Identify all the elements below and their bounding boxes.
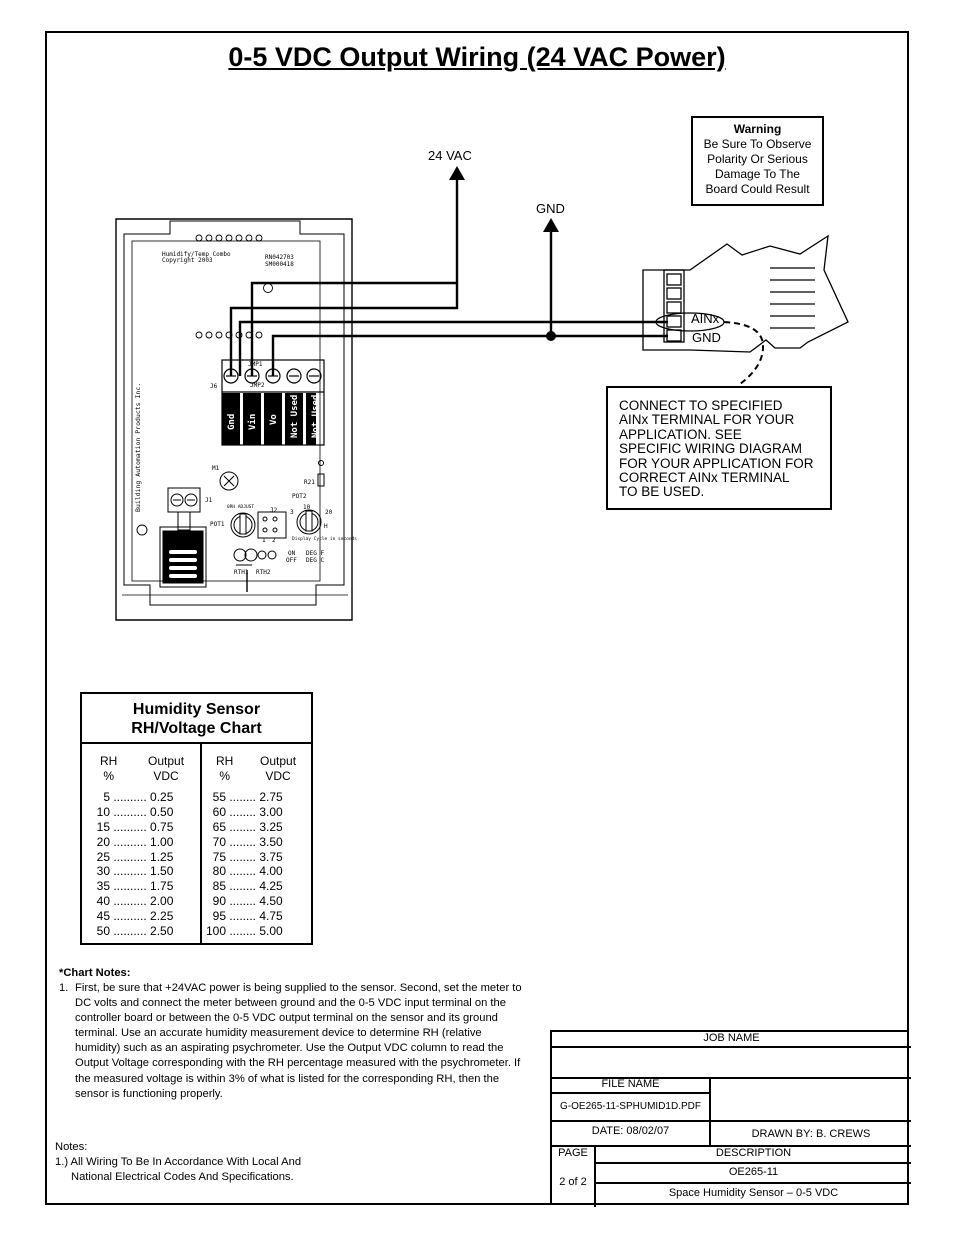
chart-row <box>86 835 196 850</box>
connect-line: CORRECT AINx TERMINAL <box>619 470 790 486</box>
vdc-value: 4.75 <box>259 909 283 924</box>
label-2: 2 <box>272 537 276 544</box>
leader-dots: ........ <box>226 834 260 849</box>
vdc-value: 3.50 <box>259 834 283 849</box>
chart-notes-number: 1. <box>59 982 69 994</box>
header-output-unit: VDC <box>153 769 179 783</box>
chart-row <box>206 879 312 894</box>
rh-value: 80 <box>212 864 226 879</box>
chart-column-right <box>206 754 312 939</box>
connect-line: TO BE USED. <box>619 484 705 500</box>
vdc-value: 0.75 <box>150 819 174 834</box>
vdc-value: 2.75 <box>259 790 283 804</box>
header-output: Output <box>260 754 297 768</box>
description-value: Space Humidity Sensor – 0-5 VDC <box>668 1187 839 1199</box>
leader-dots: ........ <box>226 804 260 819</box>
leader-dots: ........ <box>226 924 260 939</box>
label-rth2: RTH2 <box>256 569 271 576</box>
board-sm: SM000418 <box>265 261 294 268</box>
chart-title-line: Humidity Sensor <box>132 701 261 718</box>
leader-dots: .......... <box>110 864 151 879</box>
leader-dots: ........ <box>226 894 260 909</box>
label-deg-c: DEG C <box>306 557 325 564</box>
rh-value: 60 <box>212 804 226 819</box>
leader-dots: .......... <box>110 924 151 939</box>
chart-row <box>86 864 196 879</box>
warning-line: Polarity Or Serious <box>707 152 808 166</box>
notes-line: National Electrical Codes And Specifications. <box>71 1171 294 1183</box>
label-j6: J6 <box>210 383 218 390</box>
leader-dots: ........ <box>226 909 260 924</box>
label-on: ON <box>288 550 296 557</box>
vdc-value: 2.50 <box>150 924 174 939</box>
rh-value: 20 <box>96 834 110 849</box>
label-jmp2: JMP2 <box>250 382 265 389</box>
leader-dots: ........ <box>226 879 260 894</box>
rh-value: 90 <box>212 894 226 909</box>
warning-heading: Warning <box>733 122 782 136</box>
connect-line: SPECIFIC WIRING DIAGRAM <box>619 441 803 457</box>
rh-value: 85 <box>212 879 226 894</box>
rh-value: 10 <box>96 804 110 819</box>
vdc-value: 0.25 <box>150 790 174 804</box>
chart-row <box>86 850 196 865</box>
vdc-value: 1.50 <box>150 864 174 879</box>
arrow-gnd <box>543 218 559 232</box>
rh-value: 40 <box>96 894 110 909</box>
chart-row <box>206 805 312 820</box>
rh-value: 15 <box>96 819 110 834</box>
chart-row <box>206 909 312 924</box>
warning-line: Damage To The <box>715 167 800 181</box>
wires <box>231 180 668 376</box>
chart-row <box>86 820 196 835</box>
chart-row <box>86 894 196 909</box>
connect-note-box <box>606 386 832 510</box>
leader-dots: ........ <box>226 790 260 804</box>
terminal-vo: Vo <box>269 414 279 425</box>
chart-title-line: RH/Voltage Chart <box>131 720 262 737</box>
chart-divider <box>200 744 202 945</box>
vdc-value: 0.50 <box>150 804 174 819</box>
chart-row <box>206 864 312 879</box>
connect-line: APPLICATION. SEE <box>619 426 742 442</box>
description-code: OE265-11 <box>728 1166 779 1178</box>
connect-line: AINx TERMINAL FOR YOUR <box>619 412 795 428</box>
label-10: 10 <box>303 504 311 511</box>
vdc-value: 4.25 <box>259 879 283 894</box>
label-1: 1 <box>262 537 266 544</box>
chart-row <box>206 894 312 909</box>
page-title: 0-5 VDC Output Wiring (24 VAC Power) <box>228 42 726 72</box>
chart-column-left <box>86 754 196 939</box>
file-name-label: FILE NAME <box>601 1078 660 1090</box>
chart-row <box>86 924 196 939</box>
label-jmp1: JMP1 <box>248 361 263 368</box>
label-rth1: RTH1 <box>234 569 249 576</box>
chart-row <box>206 835 312 850</box>
header-rh-unit: % <box>219 769 230 783</box>
label-h: H <box>324 523 328 530</box>
rh-value: 100 <box>206 924 227 939</box>
label-m1: M1 <box>212 465 220 472</box>
vdc-value: 3.00 <box>259 804 283 819</box>
board-model: Humidify/Temp Combo <box>162 251 231 258</box>
rh-voltage-chart <box>80 692 313 945</box>
file-name-value: G-OE265-11-SPHUMID1D.PDF <box>560 1101 701 1112</box>
leader-dots: .......... <box>110 879 151 894</box>
header-output: Output <box>148 754 185 768</box>
leader-dots: .......... <box>110 834 151 849</box>
label-ainx: AINx <box>691 311 720 326</box>
terminal-not-used-1: Not Used <box>290 394 300 438</box>
vdc-value: 2.25 <box>150 909 174 924</box>
vdc-value: 5.00 <box>259 924 283 939</box>
label-j1: J1 <box>205 497 213 504</box>
rh-value: 25 <box>96 849 110 864</box>
chart-row <box>206 790 312 805</box>
vdc-value: 4.00 <box>259 864 283 879</box>
leader-dots: .......... <box>110 790 151 804</box>
vdc-value: 2.00 <box>150 894 174 909</box>
warning-line: Be Sure To Observe <box>703 137 812 151</box>
vdc-value: 3.75 <box>259 849 283 864</box>
terminal-gnd: Gnd <box>227 413 237 430</box>
rh-value: 75 <box>212 849 226 864</box>
rh-value: 5 <box>103 790 110 804</box>
label-pot2: POT2 <box>292 493 307 500</box>
page-value: 2 of 2 <box>559 1176 587 1188</box>
arrow-24vac <box>449 166 465 180</box>
label-j2: J2 <box>270 507 278 514</box>
terminal-vin: Vin <box>248 413 258 430</box>
leader-dots: ........ <box>226 849 260 864</box>
header-rh-unit: % <box>103 769 114 783</box>
rh-value: 55 <box>212 790 226 804</box>
connect-line: CONNECT TO SPECIFIED <box>619 398 783 413</box>
label-display-cycle: Display Cycle in seconds <box>292 537 358 542</box>
chart-notes-text: First, be sure that +24VAC power is being supplied to the sensor. Second, set the meter to DC volts and connect the meter between ground and the 0-5 VDC input terminal on the controller board or between the 0-5 VDC output terminal on the sensor and its ground terminal. Use an accurate humidity measurement device to determine RH (relative humidity) such as an aspirating psychrometer. Use the Output VDC column to read the Output Voltage corresponding with the RH percentage measured with the psychrometer. If the measured voltage is within 3% of what is listed for the corresponding RH, then the sensor is functioning properly. <box>75 982 522 1100</box>
warning-box <box>691 116 824 206</box>
description-label: DESCRIPTION <box>715 1147 792 1159</box>
label-20: 20 <box>325 509 333 516</box>
vdc-value: 1.25 <box>150 849 174 864</box>
title-block <box>550 1030 909 1205</box>
warning-line: Board Could Result <box>705 182 810 196</box>
notes-heading: Notes: <box>55 1141 88 1153</box>
rh-value: 95 <box>212 909 226 924</box>
terminal-not-used-2: Not Used <box>311 394 321 438</box>
label-gnd-top: GND <box>536 201 565 216</box>
notes-line: 1.) All Wiring To Be In Accordance With Local And <box>55 1156 302 1168</box>
label-gnd-terminal: GND <box>692 330 721 345</box>
leader-dots: .......... <box>110 804 151 819</box>
chart-row <box>86 879 196 894</box>
vdc-value: 4.50 <box>259 894 283 909</box>
label-r21: R21 <box>304 479 315 486</box>
header-rh: RH <box>216 754 234 768</box>
vdc-value: 1.75 <box>150 879 174 894</box>
connect-line: FOR YOUR APPLICATION FOR <box>619 455 814 471</box>
job-name-label: JOB NAME <box>703 1032 760 1044</box>
header-output-unit: VDC <box>265 769 291 783</box>
leader-dots: .......... <box>110 909 151 924</box>
rh-value: 50 <box>96 924 110 939</box>
gnd-junction <box>546 331 556 341</box>
controller-board <box>643 236 848 384</box>
label-off: OFF <box>286 557 297 564</box>
chart-title <box>82 694 311 744</box>
rh-value: 30 <box>96 864 110 879</box>
leader-dots: ........ <box>226 819 260 834</box>
board-rn: RN042703 <box>265 254 294 261</box>
leader-dots: .......... <box>110 819 151 834</box>
rh-value: 45 <box>96 909 110 924</box>
leader-dots: ........ <box>226 864 260 879</box>
label-deg-f: DEG F <box>306 550 325 557</box>
board-maker: Building Automation Products Inc. <box>134 382 142 512</box>
page-label: PAGE <box>558 1147 588 1159</box>
board-copyright: Copyright 2003 <box>162 257 213 264</box>
rh-value: 65 <box>212 819 226 834</box>
chart-row <box>206 924 312 939</box>
label-24vac: 24 VAC <box>428 148 472 163</box>
rh-value: 35 <box>96 879 110 894</box>
leader-dots: .......... <box>110 894 151 909</box>
label-pot1: POT1 <box>210 521 225 528</box>
leader-dots: .......... <box>110 849 151 864</box>
chart-row <box>86 805 196 820</box>
chart-row <box>86 909 196 924</box>
drawn-by-value: DRAWN BY: B. CREWS <box>751 1128 871 1140</box>
label-3: 3 <box>290 509 294 516</box>
rh-value: 70 <box>212 834 226 849</box>
vdc-value: 1.00 <box>150 834 174 849</box>
chart-row <box>206 820 312 835</box>
label-rh-adjust: 0RH ADJUST <box>227 505 255 510</box>
chart-row <box>206 850 312 865</box>
chart-row <box>86 790 196 805</box>
date-value: DATE: 08/02/07 <box>591 1125 670 1137</box>
chart-notes-heading: *Chart Notes: <box>59 967 131 979</box>
header-rh: RH <box>100 754 118 768</box>
vdc-value: 3.25 <box>259 819 283 834</box>
